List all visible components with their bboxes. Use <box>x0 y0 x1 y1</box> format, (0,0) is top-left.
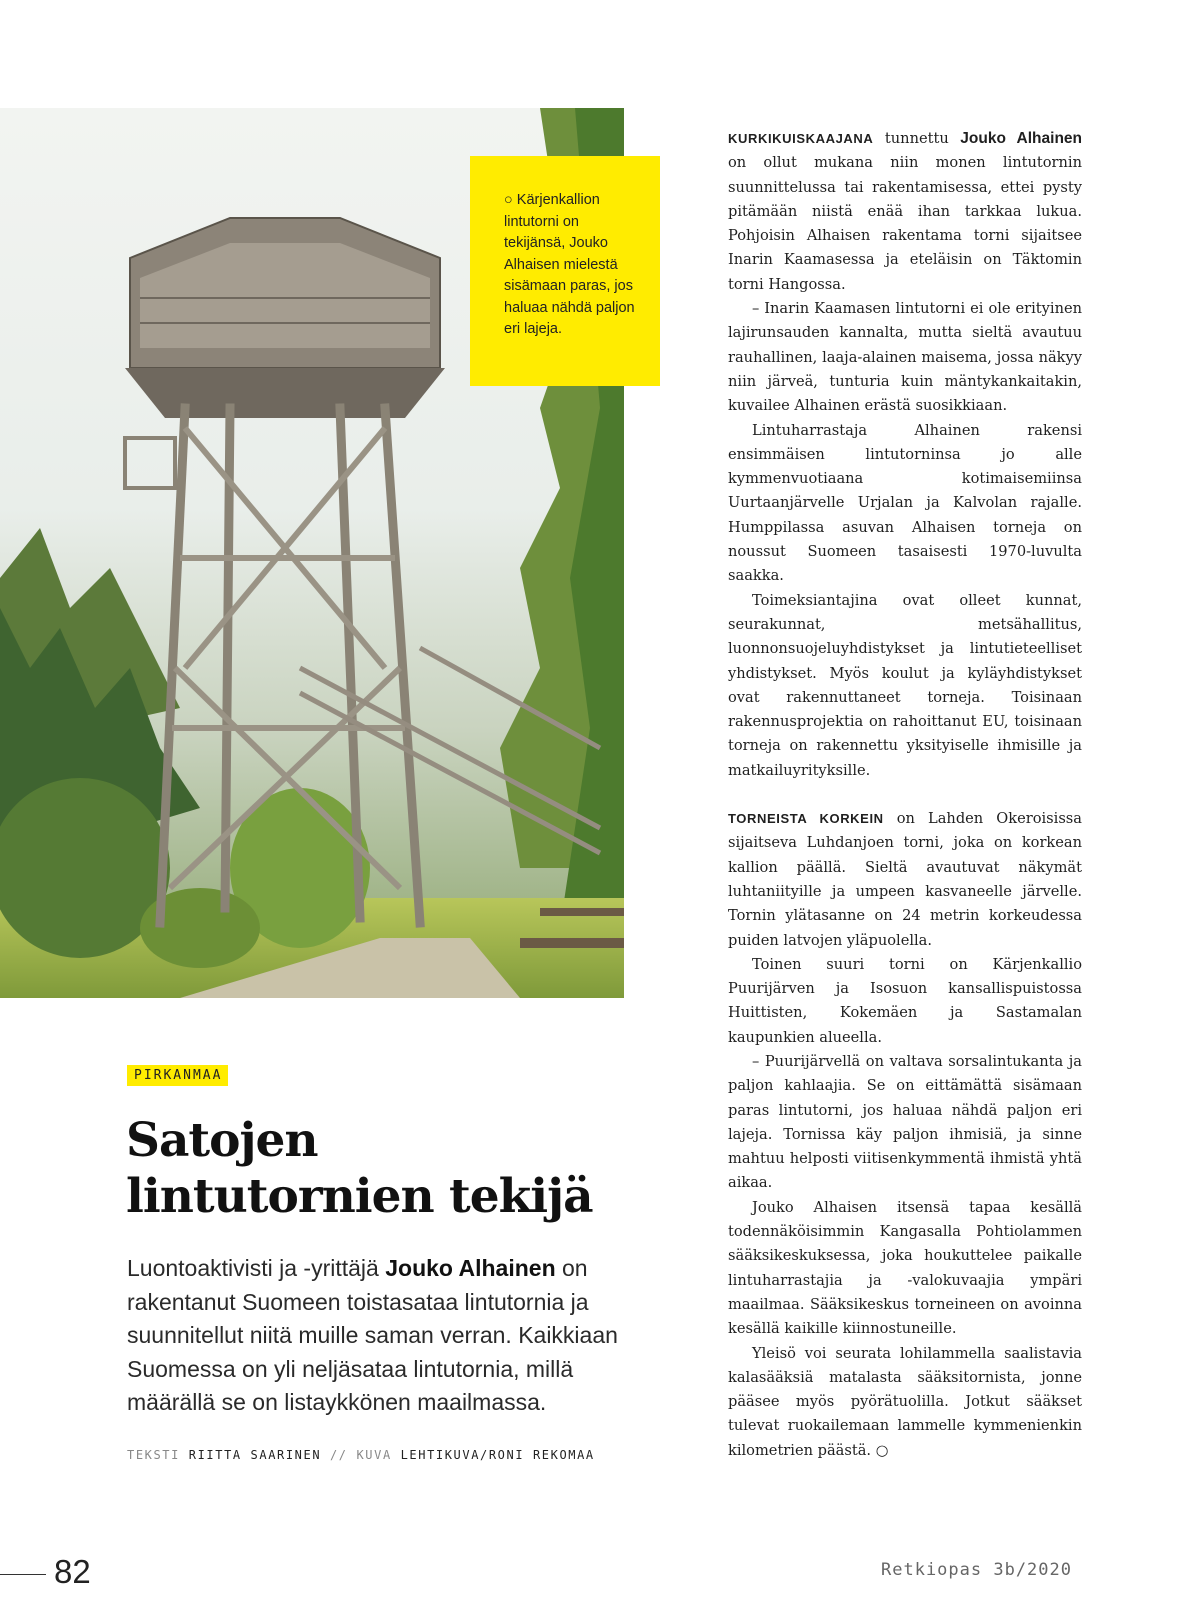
paragraph-1 <box>728 127 1082 297</box>
magazine-issue: Retkiopas 3b/2020 <box>881 1560 1072 1580</box>
paragraph-8: Jouko Alhaisen itsensä tapaa kesällä todennäköisimmin Kangasalla Pohtiolammen sääksikeskuksessa, joka houkuttelee paikalle lintuharrastajia ja -valokuvaajia ympäri maailmaa. Sääksikeskus torneineen on avoinna kesällä kaikille kiinnostuneille. <box>728 1198 1082 1338</box>
paragraph-5 <box>728 807 1082 953</box>
byline-text-label: TEKSTI <box>127 1448 180 1462</box>
page-number-rule <box>0 1574 46 1575</box>
lead-after: on rakentanut Suomeen toistasataa lintutornia ja suunnitellut niitä muille saman verran. Kaikkiaan Suomessa on yli neljäsataa lintutornia, millä määrällä se on listaykkönen maailmassa. <box>127 1255 618 1415</box>
headline <box>126 1113 646 1225</box>
end-mark: ○ <box>875 1441 889 1459</box>
lead-in-2: TORNEISTA KORKEIN <box>728 811 884 827</box>
page-number: 82 <box>54 1553 91 1590</box>
caption-text: Kärjenkallion lintutorni on tekijänsä, Jouko Alhaisen mielestä sisämaan paras, jos haluaa nähdä paljon eri lajeja. <box>504 192 635 337</box>
paragraph-9-text: Yleisö voi seurata lohilammella saalistavia kalasääksiä matalasta sääksitornista, jonne pääsee myös pyörätuolilla. Jotkut sääkset tulevat ruokailemaan lammelle kymmenienkin kilometrien päästä. <box>728 1344 1082 1459</box>
lead-paragraph <box>127 1252 647 1420</box>
byline-photographer: LEHTIKUVA/RONI REKOMAA <box>400 1448 595 1462</box>
paragraph-6: Toinen suuri torni on Kärjenkallio Puurijärven ja Isosuon kansallispuistossa Huittisten, Kokemäen ja Sastamalan kaupunkien alueella. <box>728 955 1082 1046</box>
paragraph-1-after: on ollut mukana niin monen lintutornin suunnittelussa tai rakentamisessa, ettei pysty pitämään niistä enää ihan tarkkaa lukua. Pohjoisin Alhaisen rakentama torni sijaitsee Inarin Kaamasessa ja eteläisin on Täktomin torni Hangossa. <box>728 154 1082 293</box>
lead-in-1: KURKIKUISKAAJANA <box>728 131 874 146</box>
article-body <box>728 127 1082 1463</box>
headline-line-1: Satojen <box>126 1113 318 1168</box>
paragraph-1-name: Jouko Alhainen <box>960 130 1082 147</box>
paragraph-7: – Puurijärvellä on valtava sorsalintukanta ja paljon kahlaajia. Se on eittämättä sisämaan paras lintutorni, jos haluaa nähdä paljon eri lajeja. Tornissa käy paljon ihmisiä, ja sinne mahtuu helposti viitisenkymmentä ihmistä yhtä aikaa. <box>728 1052 1082 1192</box>
lead-before: Luontoaktivisti ja -yrittäjä <box>127 1255 386 1281</box>
paragraph-1-before: tunnettu <box>873 130 961 147</box>
byline-separator: // <box>329 1448 348 1462</box>
paragraph-9 <box>728 1342 1082 1463</box>
photo-caption <box>470 156 660 386</box>
byline <box>127 1448 595 1462</box>
paragraph-5-text: on Lahden Okeroisissa sijaitseva Luhdanjoen torni, joka on korkean kallion päällä. Sieltä avautuvat näkymät luhtaniityille ja umpeen kasvaneelle järvelle. Tornin ylätasanne on 24 metrin korkeudessa puiden latvojen yläpuolella. <box>728 810 1082 949</box>
paragraph-4: Toimeksiantajina ovat olleet kunnat, seurakunnat, metsähallitus, luonnonsuojeluyhdistykset ja lintutieteelliset yhdistykset. Myös koulut ja kyläyhdistykset ovat rakennuttaneet torneja. Toisinaan rakennusprojektia on rahoittanut EU, toisinaan torneja on rakennettu yksityiselle ihmisille ja matkailuyrityksille. <box>728 591 1082 779</box>
region-tag: PIRKANMAA <box>127 1065 228 1086</box>
caption-bullet: ○ <box>504 192 513 208</box>
headline-line-2: lintutornien tekijä <box>126 1169 593 1224</box>
paragraph-2: – Inarin Kaamasen lintutorni ei ole erityinen lajirunsauden kannalta, mutta sieltä avautuu rauhallinen, laaja-alainen maisema, jossa näkyy niin järveä, tunturia kuin mäntykankaitakin, kuvailee Alhainen erästä suosikkiaan. <box>728 300 1082 415</box>
lead-name: Jouko Alhainen <box>385 1255 556 1281</box>
byline-photo-label: KUVA <box>356 1448 392 1462</box>
paragraph-3: Lintuharrastaja Alhainen rakensi ensimmäisen lintutorninsa jo alle kymmenvuotiaana kotimaisemiinsa Uurtaanjärvelle Urjalan ja Kalvolan rajalle. Humppilassa asuvan Alhaisen torneja on noussut Suomeen tasaisesti 1970-luvulta saakka. <box>728 421 1082 585</box>
byline-author: RIITTA SAARINEN <box>188 1448 322 1462</box>
